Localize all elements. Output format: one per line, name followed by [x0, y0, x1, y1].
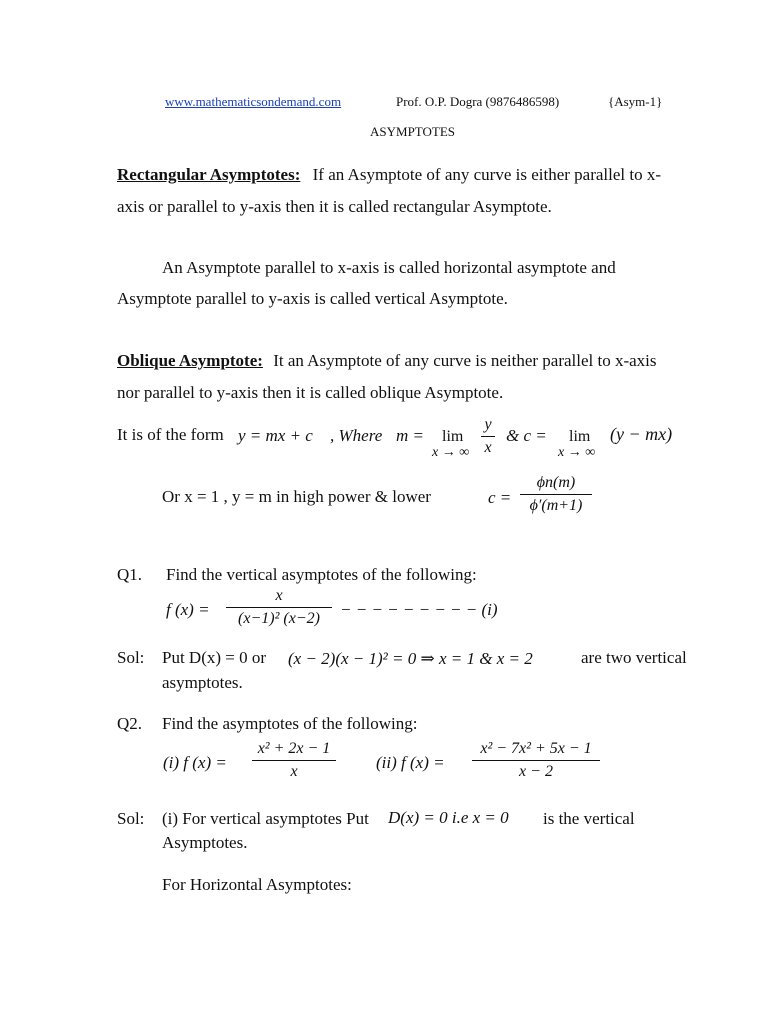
q2-i-fraction: [252, 740, 336, 781]
fraction-numerator: y: [484, 416, 492, 433]
document-code: {Asym-1}: [608, 94, 663, 109]
oblique-line2: nor parallel to y-axis then it is called oblique Asymptote.: [117, 383, 504, 402]
rect-line1: If an Asymptote of any curve is either parallel to x-: [312, 165, 662, 184]
q2-ii-lhs: (ii) f (x) =: [376, 753, 445, 772]
oblique-line1: It an Asymptote of any curve is neither parallel to x-axis: [273, 351, 657, 370]
q1-sol-tail: are two vertical: [581, 648, 687, 667]
q2-sol-equation: D(x) = 0 i.e x = 0: [388, 808, 509, 827]
q2-label: Q2.: [117, 714, 143, 733]
oblique-paragraph-line1: [117, 352, 657, 369]
q1-sol-label: Sol:: [117, 648, 145, 667]
fraction-bar: [252, 760, 336, 761]
q2-ii-numerator: x² − 7x² + 5x − 1: [480, 740, 592, 757]
q1-sol-line2: asymptotes.: [162, 673, 243, 692]
lim-1-subscript: x → ∞: [432, 445, 470, 460]
website-link[interactable]: www.mathematicsondemand.com: [165, 94, 342, 109]
q1-denominator: (x−1)² (x−2): [238, 610, 320, 627]
fraction-denominator: x: [484, 439, 492, 456]
q2-ii-denominator: x − 2: [519, 763, 553, 780]
fraction-bar: [481, 436, 495, 437]
y-minus-mx: (y − mx): [610, 424, 673, 444]
rect-heading: Rectangular Asymptotes:: [117, 165, 301, 184]
q2-i-numerator: x² + 2x − 1: [257, 740, 331, 757]
fraction-bar: [520, 494, 592, 495]
fraction-bar: [472, 760, 600, 761]
q2-i-lhs: (i) f (x) =: [163, 753, 227, 772]
q1-label: Q1.: [117, 565, 143, 584]
rect-para2-line2: Asymptote parallel to y-axis is called vertical Asymptote.: [117, 289, 508, 308]
rect-line2: axis or parallel to y-axis then it is called rectangular Asymptote.: [117, 197, 552, 216]
q2-sol-label: Sol:: [117, 809, 145, 828]
q1-sol-equation: (x − 2)(x − 1)² = 0 ⇒ x = 1 & x = 2: [288, 649, 533, 668]
page-title: ASYMPTOTES: [370, 124, 456, 139]
q2-sol-tail: is the vertical: [543, 809, 635, 828]
q2-text: Find the asymptotes of the following:: [162, 714, 418, 733]
phi-numerator: ϕn(m): [536, 474, 576, 491]
form-prefix: It is of the form: [117, 425, 224, 444]
form-equation: y = mx + c: [238, 426, 313, 445]
q1-sol-text: Put D(x) = 0 or: [162, 648, 267, 667]
phi-denominator: ϕ′(m+1): [529, 497, 583, 514]
lim-1: lim: [442, 428, 464, 445]
lim-2: lim: [569, 428, 591, 445]
c-equals-2: c =: [488, 488, 512, 507]
q2-sol-line2: Asymptotes.: [162, 833, 248, 852]
rect-para2-line1: An Asymptote parallel to x-axis is called horizontal asymptote and: [162, 258, 616, 277]
q2-ii-fraction: [472, 740, 600, 781]
q1-numerator: x: [275, 587, 283, 604]
author-info: Prof. O.P. Dogra (9876486598): [396, 94, 560, 109]
y-over-x-fraction: [481, 416, 495, 457]
q1-dashes: − − − − − − − − − (i): [340, 600, 498, 619]
q1-text: Find the vertical asymptotes of the following:: [166, 565, 477, 584]
q1-f-lhs: f (x) =: [166, 600, 210, 619]
phi-fraction: [520, 474, 592, 515]
q2-sol-text: (i) For vertical asymptotes Put: [162, 809, 369, 828]
c-equals: & c =: [506, 426, 547, 445]
or-line: Or x = 1 , y = m in high power & lower: [162, 487, 431, 506]
q2-i-denominator: x: [290, 763, 298, 780]
rect-paragraph-line1: [117, 166, 661, 183]
q1-fraction: [226, 587, 332, 628]
horizontal-asymptotes-heading: For Horizontal Asymptotes:: [162, 875, 352, 894]
form-where: , Where: [330, 426, 383, 445]
oblique-heading: Oblique Asymptote:: [117, 351, 263, 370]
fraction-bar: [226, 607, 332, 608]
m-equals: m =: [396, 426, 424, 445]
lim-2-subscript: x → ∞: [558, 445, 596, 460]
